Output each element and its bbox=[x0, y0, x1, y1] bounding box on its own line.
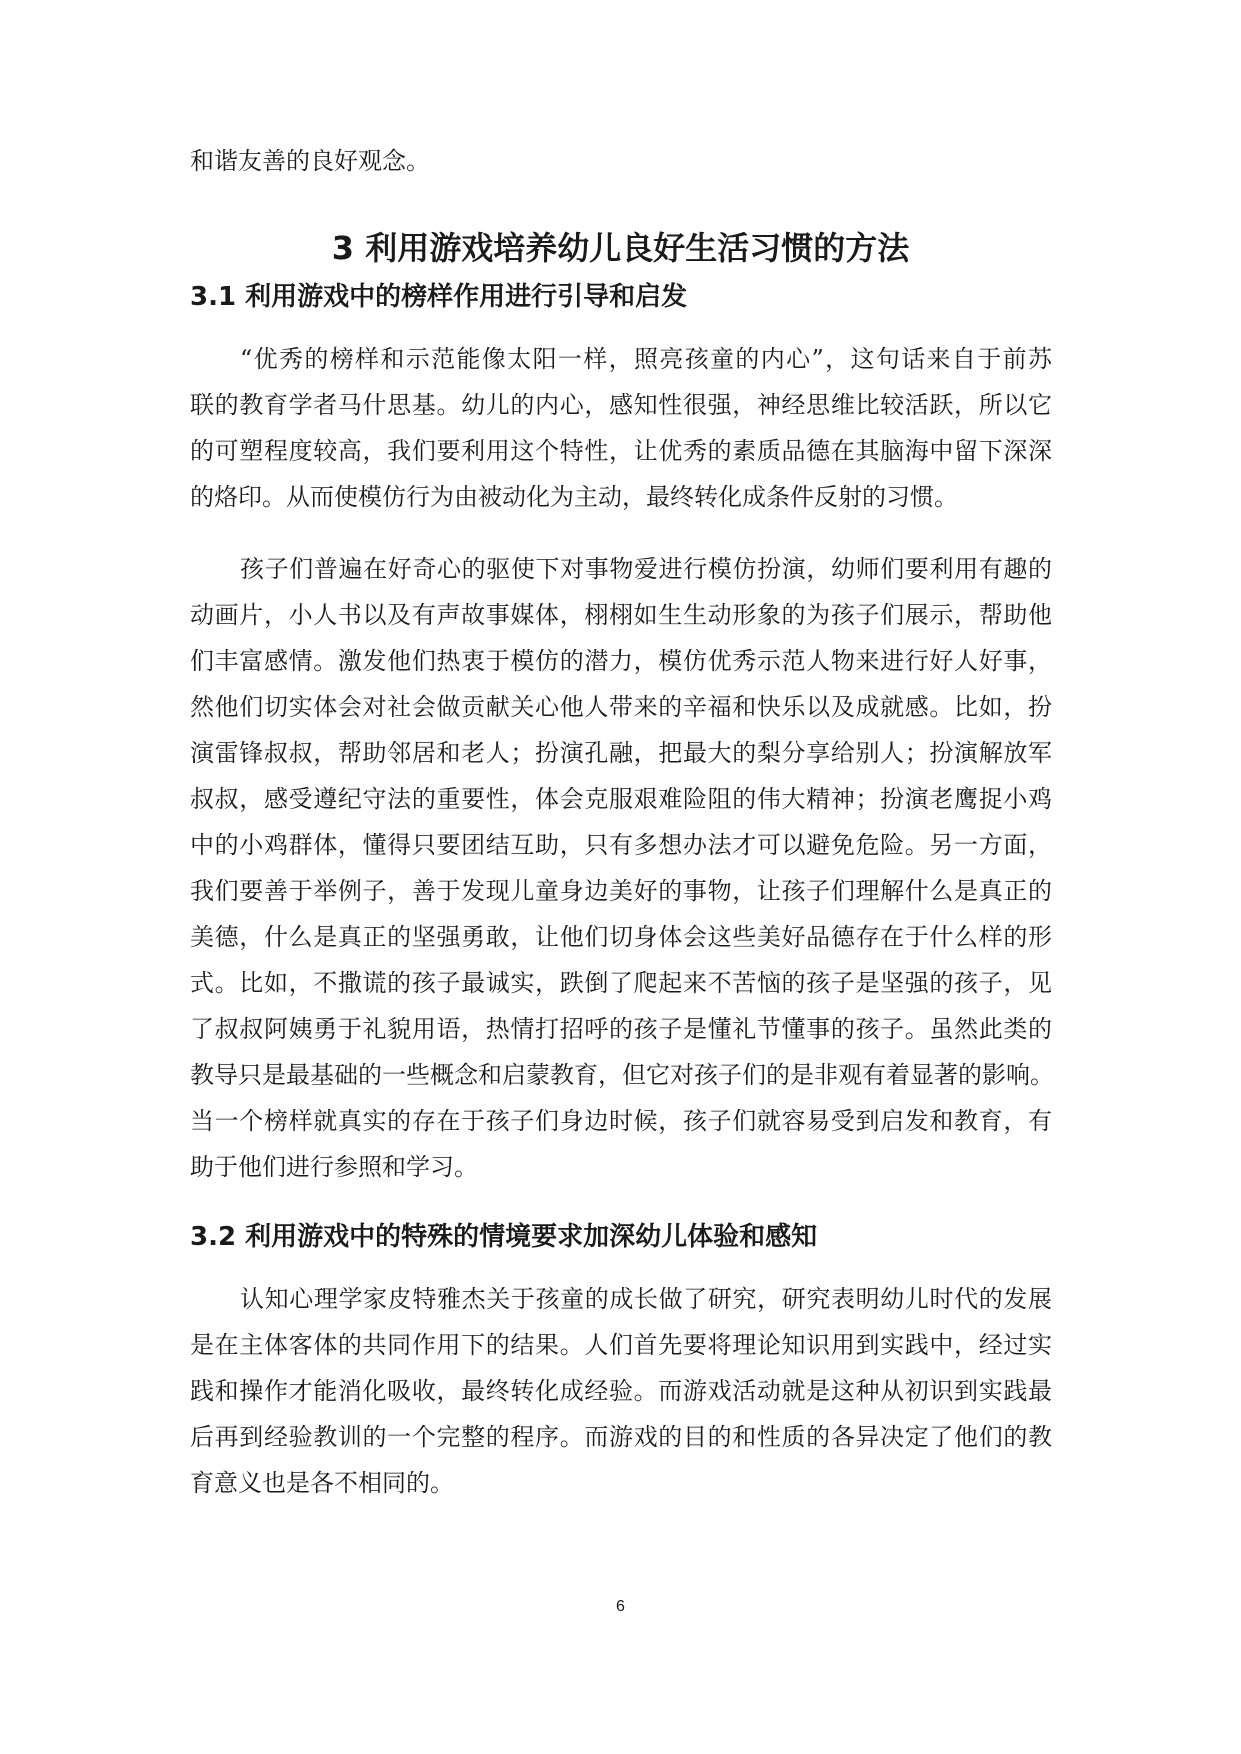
text-line: 助于他们进行参照和学习。 bbox=[190, 1153, 478, 1181]
text-line: 了叔叔阿姨勇于礼貌用语，热情打招呼的孩子是懂礼节懂事的孩子。虽然此类的 bbox=[190, 1015, 1052, 1043]
text-line: 教导只是最基础的一些概念和启蒙教育，但它对孩子们的是非观有着显著的影响。 bbox=[190, 1061, 1054, 1089]
text-line: 的烙印。从而使模仿行为由被动化为主动，最终转化成条件反射的习惯。 bbox=[190, 483, 958, 511]
text-line: 演雷锋叔叔，帮助邻居和老人；扮演孔融，把最大的梨分享给别人；扮演解放军 bbox=[190, 739, 1052, 767]
text-line: 们丰富感情。激发他们热衷于模仿的潜力，模仿优秀示范人物来进行好人好事， bbox=[190, 647, 1052, 675]
text-line: 后再到经验教训的一个完整的程序。而游戏的目的和性质的各异决定了他们的教 bbox=[190, 1423, 1052, 1451]
section-3-1-title: 3.1 利用游戏中的榜样作用进行引导和启发 bbox=[190, 282, 688, 312]
text-line: 联的教育学者马什思基。幼儿的内心，感知性很强，神经思维比较活跃，所以它 bbox=[190, 391, 1052, 419]
text-line: 叔叔，感受遵纪守法的重要性，体会克服艰难险阻的伟大精神；扮演老鹰捉小鸡 bbox=[190, 785, 1052, 813]
text-line: 践和操作才能消化吸收，最终转化成经验。而游戏活动就是这种从初识到实践最 bbox=[190, 1377, 1052, 1405]
lead-line: 和谐友善的良好观念。 bbox=[190, 147, 430, 175]
text-line: 中的小鸡群体，懂得只要团结互助，只有多想办法才可以避免危险。另一方面， bbox=[190, 831, 1052, 859]
section-3-2-title: 3.2 利用游戏中的特殊的情境要求加深幼儿体验和感知 bbox=[190, 1222, 818, 1252]
chapter-title: 3 利用游戏培养幼儿良好生活习惯的方法 bbox=[331, 229, 910, 267]
text-line: 然他们切实体会对社会做贡献关心他人带来的辛福和快乐以及成就感。比如，扮 bbox=[190, 693, 1052, 721]
text-line: 育意义也是各不相同的。 bbox=[190, 1469, 454, 1497]
text-line: 动画片，小人书以及有声故事媒体，栩栩如生生动形象的为孩子们展示，帮助他 bbox=[190, 601, 1052, 629]
text-line: “优秀的榜样和示范能像太阳一样，照亮孩童的内心”，这句话来自于前苏 bbox=[240, 345, 1052, 373]
text-line: 的可塑程度较高，我们要利用这个特性，让优秀的素质品德在其脑海中留下深深 bbox=[190, 437, 1052, 465]
text-line: 式。比如，不撒谎的孩子最诚实，跌倒了爬起来不苦恼的孩子是坚强的孩子，见 bbox=[190, 969, 1052, 997]
page-number: 6 bbox=[616, 1598, 625, 1615]
text-line: 当一个榜样就真实的存在于孩子们身边时候，孩子们就容易受到启发和教育，有 bbox=[190, 1107, 1052, 1135]
text-line: 认知心理学家皮特雅杰关于孩童的成长做了研究，研究表明幼儿时代的发展 bbox=[240, 1285, 1052, 1313]
text-line: 是在主体客体的共同作用下的结果。人们首先要将理论知识用到实践中，经过实 bbox=[190, 1331, 1052, 1359]
text-line: 孩子们普遍在好奇心的驱使下对事物爱进行模仿扮演，幼师们要利用有趣的 bbox=[240, 555, 1052, 583]
text-line: 我们要善于举例子，善于发现儿童身边美好的事物，让孩子们理解什么是真正的 bbox=[190, 877, 1052, 905]
text-line: 美德，什么是真正的坚强勇敢，让他们切身体会这些美好品德存在于什么样的形 bbox=[190, 923, 1052, 951]
